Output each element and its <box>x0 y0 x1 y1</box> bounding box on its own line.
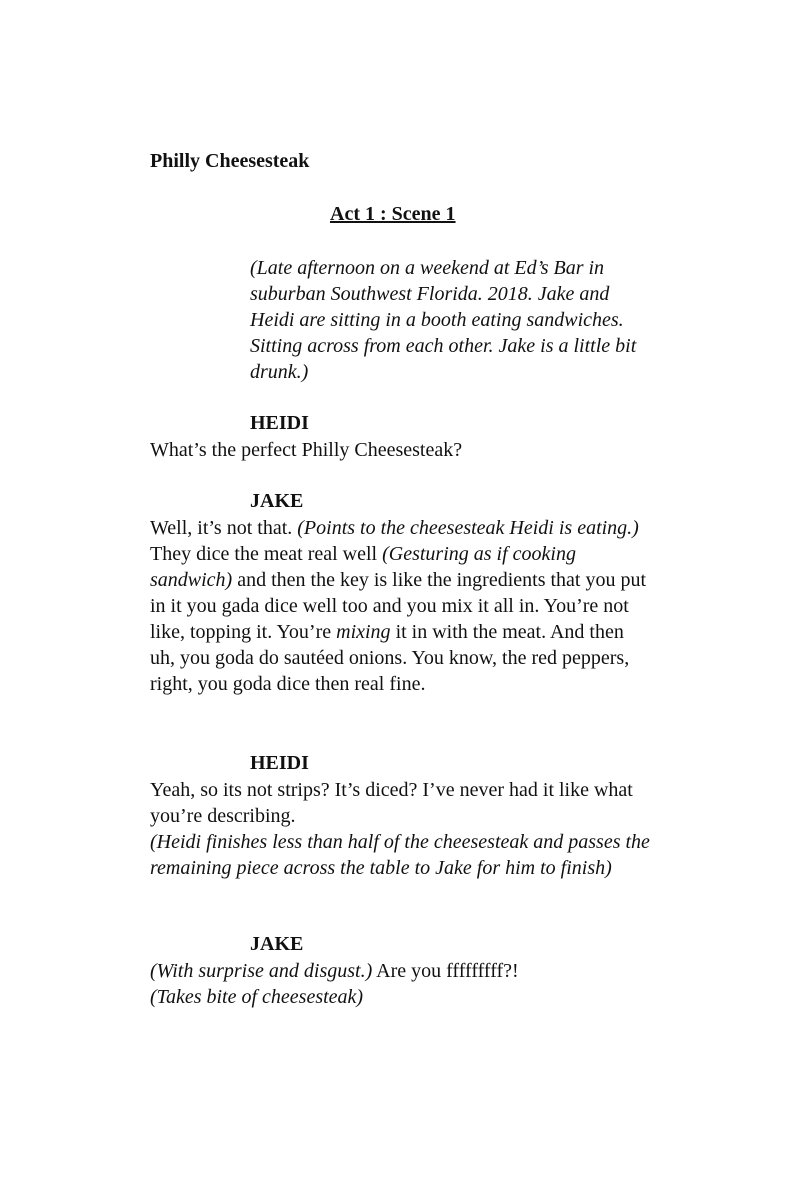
dialogue-text: They dice the meat real well <box>150 543 383 565</box>
dialogue-text: it in with the meat. And then uh, you goda do sautéed onions. You know, the red peppers, right, you goda dice then real fine. <box>150 621 630 695</box>
opening-stage-direction: (Late afternoon on a weekend at Ed’s Bar in suburban Southwest Florida. 2018. Jake and Heidi are sitting in a booth eating sandwiches. Sitting across from each other. Jake is a little bit drunk.) <box>250 257 637 383</box>
emphasized-word: mixing <box>336 621 391 643</box>
dialogue-text: Yeah, so its not strips? It’s diced? I’ve never had it like what you’re describing. <box>150 779 633 827</box>
stage-direction: (Heidi finishes less than half of the cheesesteak and passes the remaining piece across the table to Jake for him to finish) <box>150 831 650 879</box>
inline-stage-direction: (Gesturing as if cooking sandwich) <box>150 543 576 591</box>
character-name-jake: JAKE <box>250 490 304 512</box>
inline-stage-direction: (Points to the cheesesteak Heidi is eating.) <box>297 517 639 539</box>
stage-direction: (Takes bite of cheesesteak) <box>150 986 364 1008</box>
dialogue-jake-1 <box>150 515 650 697</box>
dialogue-heidi-2 <box>150 777 650 881</box>
dialogue-heidi-1: What’s the perfect Philly Cheesesteak? <box>150 439 463 461</box>
scene-heading: Act 1 : Scene 1 <box>330 203 456 225</box>
play-title: Philly Cheesesteak <box>150 150 310 172</box>
character-name-heidi: HEIDI <box>250 752 309 774</box>
dialogue-text: and then the key is like the ingredients that you put in it you gada dice well too and you mix it all in. You’re not like, topping it. You’re <box>150 569 647 643</box>
character-name-heidi: HEIDI <box>250 412 309 434</box>
inline-stage-direction: (With surprise and disgust.) <box>150 960 373 982</box>
dialogue-text: Are you fffffffff?! <box>372 960 519 982</box>
dialogue-jake-2 <box>150 958 670 1010</box>
dialogue-text: Well, it’s not that. <box>150 517 298 539</box>
character-name-jake: JAKE <box>250 933 304 955</box>
